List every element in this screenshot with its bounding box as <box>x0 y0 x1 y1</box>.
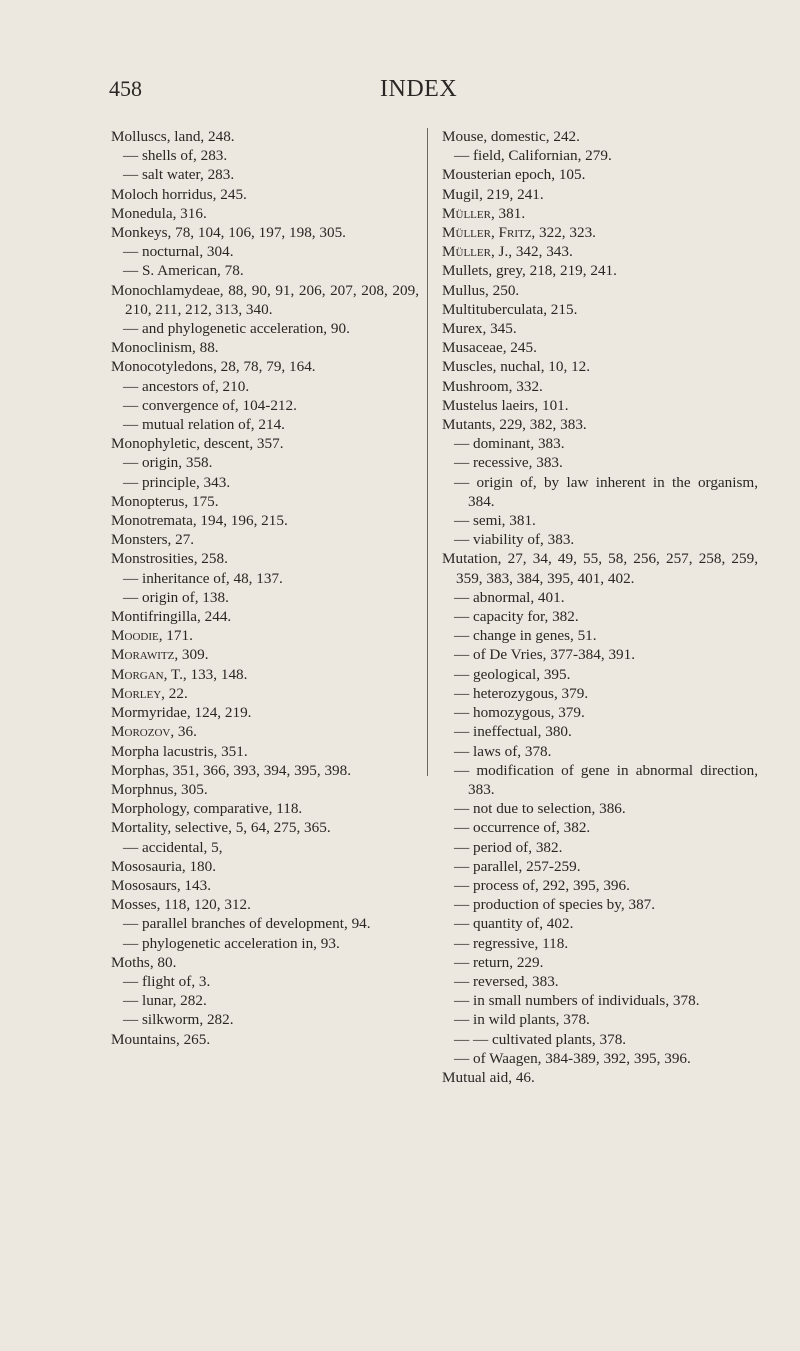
index-entry: — process of, 292, 395, 396. <box>454 876 630 894</box>
index-entry: Monopterus, 175. <box>111 492 219 510</box>
running-title: INDEX <box>380 76 458 102</box>
index-entry: — principle, 343. <box>123 473 231 491</box>
index-entry: Monoclinism, 88. <box>111 339 219 357</box>
index-entry: Monsters, 27. <box>111 531 195 549</box>
index-entry: — return, 229. <box>454 953 544 971</box>
index-entry: — field, Californian, 279. <box>454 147 612 165</box>
index-entry: — regressive, 118. <box>454 934 569 952</box>
index-entry: Multituberculata, 215. <box>442 300 578 318</box>
index-entry: — — cultivated plants, 378. <box>454 1030 627 1048</box>
index-entry: Monocotyledons, 28, 78, 79, 164. <box>111 358 316 376</box>
index-entry: — convergence of, 104-212. <box>123 396 297 414</box>
index-entry: — lunar, 282. <box>123 992 207 1010</box>
index-entry: Molluscs, land, 248. <box>111 128 235 145</box>
index-entry: Morphology, comparative, 118. <box>111 800 303 818</box>
index-entry: — reversed, 383. <box>454 972 559 990</box>
index-entry: Mullets, grey, 218, 219, 241. <box>442 262 617 280</box>
index-entry: — salt water, 283. <box>123 166 235 184</box>
index-entry: Mososauria, 180. <box>111 857 217 875</box>
index-entry: — in wild plants, 378. <box>454 1011 590 1029</box>
index-entry: — laws of, 378. <box>454 742 552 760</box>
index-entry: Mountains, 265. <box>111 1030 211 1048</box>
index-entry: — S. American, 78. <box>123 262 244 280</box>
page-header <box>0 76 800 116</box>
index-entry: Morphas, 351, 366, 393, 394, 395, 398. <box>111 761 352 779</box>
index-entry: — quantity of, 402. <box>454 915 574 933</box>
index-entry: Moloch horridus, 245. <box>111 185 247 203</box>
index-entry: Mososaurs, 143. <box>111 876 211 894</box>
index-entry: Moodie, 171. <box>111 627 193 645</box>
index-entry: — mutual relation of, 214. <box>123 416 285 434</box>
index-entry: Montifringilla, 244. <box>111 608 232 626</box>
index-entry: — accidental, 5, <box>123 838 223 856</box>
index-entry: Morozov, 36. <box>111 723 197 741</box>
index-entry: Morphnus, 305. <box>111 780 208 798</box>
index-entry: Monedula, 316. <box>111 204 207 222</box>
index-entry: Mortality, selective, 5, 64, 275, 365. <box>111 819 331 837</box>
index-entry: Monkeys, 78, 104, 106, 197, 198, 305. <box>111 224 346 242</box>
index-entry: — ineffectual, 380. <box>454 723 572 741</box>
index-entry: — inheritance of, 48, 137. <box>123 569 283 587</box>
index-entry: — origin of, by law inherent in the organism, 384. <box>454 473 758 510</box>
index-entry: — geological, 395. <box>454 665 571 683</box>
index-entry: Mutants, 229, 382, 383. <box>442 416 587 434</box>
index-entry: — modification of gene in abnormal direction, 383. <box>454 761 758 798</box>
index-entry: Musaceae, 245. <box>442 339 537 357</box>
index-entry: — silkworm, 282. <box>123 1011 234 1029</box>
index-entry: — dominant, 383. <box>454 435 565 453</box>
index-entry: — occurrence of, 382. <box>454 819 591 837</box>
index-entry: — of Waagen, 384-389, 392, 395, 396. <box>454 1049 691 1067</box>
index-entry: Mugil, 219, 241. <box>442 185 544 203</box>
index-entry: Mushroom, 332. <box>442 377 543 395</box>
column-divider <box>427 128 428 776</box>
index-entry: Morgan, T., 133, 148. <box>111 665 248 683</box>
index-entry: Mouse, domestic, 242. <box>442 128 580 145</box>
index-entry: Morawitz, 309. <box>111 646 209 664</box>
index-entry: — flight of, 3. <box>123 972 211 990</box>
index-entry: — and phylogenetic acceleration, 90. <box>123 320 350 338</box>
index-entry: Morley, 22. <box>111 684 188 702</box>
index-entry: — not due to selection, 386. <box>454 800 626 818</box>
index-entry: Muscles, nuchal, 10, 12. <box>442 358 591 376</box>
index-entry: — in small numbers of individuals, 378. <box>454 992 700 1010</box>
index-entry: — period of, 382. <box>454 838 563 856</box>
index-entry: Monotremata, 194, 196, 215. <box>111 512 288 530</box>
index-entry: Mousterian epoch, 105. <box>442 166 586 184</box>
index-entry: Müller, J., 342, 343. <box>442 243 573 261</box>
index-entry: — of De Vries, 377-384, 391. <box>454 646 636 664</box>
index-entry: Monstrosities, 258. <box>111 550 228 568</box>
index-entry: — recessive, 383. <box>454 454 563 472</box>
index-entry: Mustelus laeirs, 101. <box>442 396 569 414</box>
index-entry: — homozygous, 379. <box>454 704 585 722</box>
index-entry: Monochlamydeae, 88, 90, 91, 206, 207, 208, 209, 210, 211, 212, 313, 340. <box>111 281 419 318</box>
index-entry: — parallel, 257-259. <box>454 857 581 875</box>
index-entry: — semi, 381. <box>454 512 536 530</box>
index-entry: — shells of, 283. <box>123 147 228 165</box>
index-entry: — production of species by, 387. <box>454 896 656 914</box>
index-entry: Mosses, 118, 120, 312. <box>111 896 251 914</box>
index-entry: — capacity for, 382. <box>454 608 579 626</box>
index-entry: Mutual aid, 46. <box>442 1068 535 1086</box>
index-entry: Müller, 381. <box>442 204 526 222</box>
index-entry: — origin of, 138. <box>123 588 229 606</box>
index-entry: — nocturnal, 304. <box>123 243 234 261</box>
index-entry: — phylogenetic acceleration in, 93. <box>123 934 340 952</box>
index-entry: — heterozygous, 379. <box>454 684 589 702</box>
index-entry: Mullus, 250. <box>442 281 520 299</box>
index-entry: — ancestors of, 210. <box>123 377 250 395</box>
index-entry: — abnormal, 401. <box>454 588 565 606</box>
index-entry: — origin, 358. <box>123 454 213 472</box>
index-entry: Morpha lacustris, 351. <box>111 742 248 760</box>
index-entry: Müller, Fritz, 322, 323. <box>442 224 596 242</box>
index-entry: — change in genes, 51. <box>454 627 597 645</box>
index-entry: Mutation, 27, 34, 49, 55, 58, 256, 257, 258, 259, 359, 383, 384, 395, 401, 402. <box>442 550 758 587</box>
index-entry: — parallel branches of development, 94. <box>123 915 371 933</box>
index-entry: Murex, 345. <box>442 320 517 338</box>
index-entry: Moths, 80. <box>111 953 177 971</box>
index-entry: Mormyridae, 124, 219. <box>111 704 252 722</box>
index-entry: — viability of, 383. <box>454 531 575 549</box>
index-column-left <box>111 127 419 1049</box>
page-number: 458 <box>109 76 142 101</box>
index-entry: Monophyletic, descent, 357. <box>111 435 284 453</box>
index-column-right <box>442 127 758 1087</box>
